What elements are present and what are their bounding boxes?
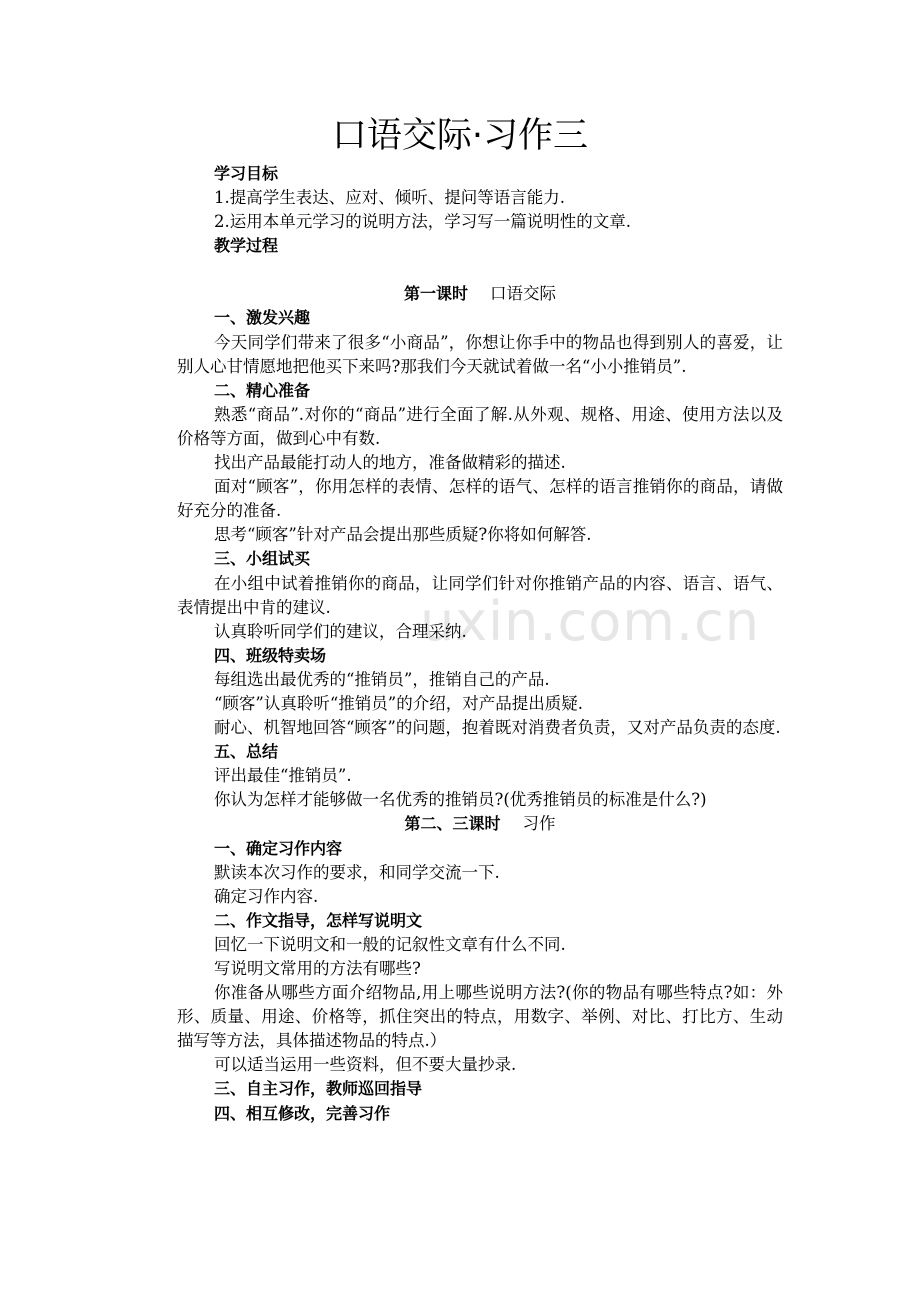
- objective-2: 2.运用本单元学习的说明方法，学习写一篇说明性的文章.: [214, 212, 631, 232]
- section-heading: 三、小组试买: [214, 549, 311, 569]
- section-paragraph: 确定习作内容.: [214, 886, 319, 906]
- lesson1-label: 第一课时: [403, 284, 468, 304]
- section-heading: 四、相互修改，完善习作: [214, 1103, 391, 1123]
- section-heading: 二、精心准备: [214, 380, 311, 400]
- section-paragraph: 找出产品最能打动人的地方，准备做精彩的描述.: [214, 453, 566, 473]
- lesson2-sections: [177, 837, 783, 1126]
- objectives-heading: 学习目标: [214, 164, 279, 183]
- section-paragraph: 耐心、机智地回答“顾客”的问题，抱着既对消费者负责，又对产品负责的态度.: [214, 718, 781, 738]
- lesson1-sections: [177, 306, 783, 812]
- lesson2-topic: 习作: [522, 814, 556, 834]
- section-paragraph: 在小组中试着推销你的商品，让同学们针对你推销产品的内容、语言、语气、表情提出中肯的建议.: [177, 573, 783, 617]
- section-paragraph: 今天同学们带来了很多“小商品”，你想让你手中的物品也得到别人的喜爱，让别人心甘情愿地把他买下来吗?那我们今天就试着做一名“小小推销员”.: [177, 332, 783, 376]
- section-paragraph: 熟悉“商品”.对你的“商品”进行全面了解.从外观、规格、用途、使用方法以及价格等方面，做到心中有数.: [177, 404, 783, 448]
- spacer: [177, 258, 783, 282]
- section-paragraph: 每组选出最优秀的“推销员”，推销自己的产品.: [214, 669, 550, 689]
- section-heading: 四、班级特卖场: [214, 645, 327, 665]
- section-paragraph: 评出最佳“推销员”.: [214, 766, 352, 786]
- lesson1-heading: [177, 282, 783, 306]
- section-heading: 二、作文指导，怎样写说明文: [214, 910, 423, 930]
- objective-1: 1.提高学生表达、应对、倾听、提问等语言能力.: [214, 188, 565, 208]
- section-paragraph: 认真聆听同学们的建议，合理采纳.: [214, 621, 467, 641]
- section-paragraph: 写说明文常用的方法有哪些?: [214, 959, 421, 978]
- section-heading: 一、确定习作内容: [214, 838, 343, 858]
- section-heading: 三、自主习作，教师巡回指导: [214, 1079, 423, 1099]
- section-heading: 五、总结: [214, 742, 279, 762]
- watermark: uxin.com.cn: [420, 590, 760, 653]
- document-body: [177, 162, 783, 1126]
- page-title: 口语交际·习作三: [331, 116, 589, 156]
- lesson2-heading: [177, 812, 783, 836]
- section-heading: 一、激发兴趣: [214, 308, 311, 328]
- lesson1-topic: 口语交际: [490, 284, 556, 304]
- section-paragraph: 你认为怎样才能够做一名优秀的推销员?(优秀推销员的标准是什么?): [214, 790, 707, 810]
- section-paragraph: 你准备从哪些方面介绍物品,用上哪些说明方法?(你的物品有哪些特点?如：外形、质量、用途、价格等，抓住突出的特点，用数字、举例、对比、打比方、生动描写等方法，具体描述物品的特点.）: [177, 983, 783, 1051]
- lesson2-label: 第二、三课时: [404, 814, 501, 834]
- section-paragraph: 默读本次习作的要求，和同学交流一下.: [214, 862, 500, 882]
- section-paragraph: 可以适当运用一些资料，但不要大量抄录.: [214, 1055, 517, 1075]
- section-paragraph: 回忆一下说明文和一般的记叙性文章有什么不同.: [214, 934, 566, 954]
- section-paragraph: “顾客”认真聆听“推销员”的介绍，对产品提出质疑.: [214, 693, 583, 713]
- section-paragraph: 面对“顾客”，你用怎样的表情、怎样的语气、怎样的语言推销你的商品，请做好充分的准备.: [177, 477, 783, 521]
- section-paragraph: 思考“顾客”针对产品会提出那些质疑?你将如何解答.: [214, 525, 592, 545]
- process-heading: 教学过程: [214, 236, 279, 256]
